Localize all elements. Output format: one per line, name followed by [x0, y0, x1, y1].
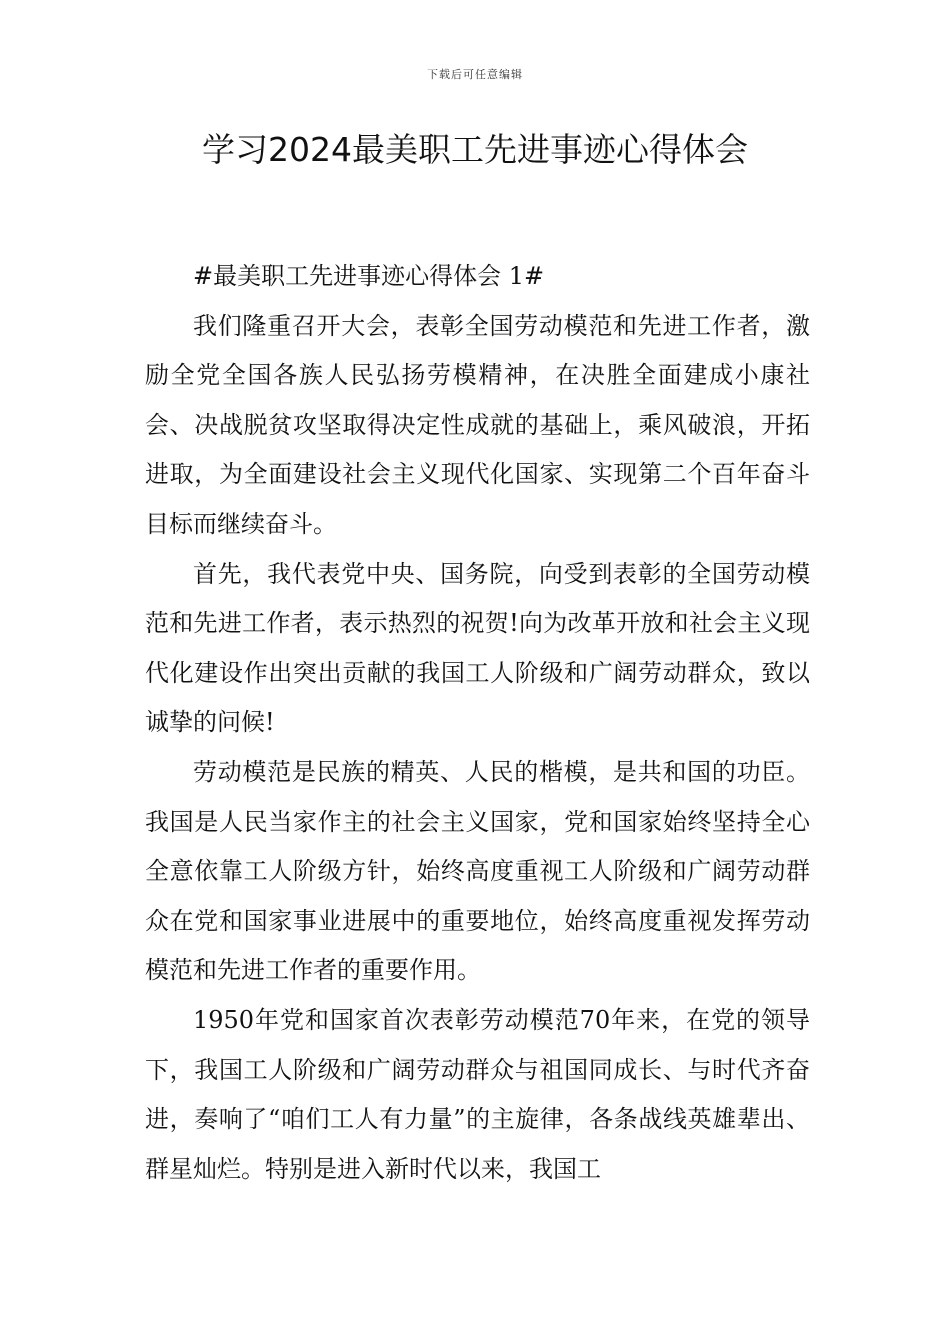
paragraph-2: 首先，我代表党中央、国务院，向受到表彰的全国劳动模范和先进工作者，表示热烈的祝贺!向为改革开放和社会主义现代化建设作出突出贡献的我国工人阶级和广阔劳动群众，致以诚挚的问候! — [145, 559, 810, 737]
paragraph-4: 1950年党和国家首次表彰劳动模范70年来，在党的领导下，我国工人阶级和广阔劳动群众与祖国同成长、与时代齐奋进，奏响了“咱们工人有力量”的主旋律，各条战线英雄辈出、群星灿烂。特别是进入新时代以来，我国工 — [145, 1005, 810, 1183]
paragraph-1: 我们隆重召开大会，表彰全国劳动模范和先进工作者，激励全党全国各族人民弘扬劳模精神，在决胜全面建成小康社会、决战脱贫攻坚取得决定性成就的基础上，乘风破浪，开拓进取，为全面建设社会主义现代化国家、实现第二个百年奋斗目标而继续奋斗。 — [145, 311, 810, 538]
document-title: 学习2024最美职工先进事迹心得体会 — [202, 130, 748, 169]
section-heading: #最美职工先进事迹心得体会 1# — [193, 262, 545, 290]
header-note: 下载后可任意编辑 — [427, 68, 523, 81]
document-body — [145, 252, 810, 1194]
paragraph-3: 劳动模范是民族的精英、人民的楷模，是共和国的功臣。我国是人民当家作主的社会主义国家，党和国家始终坚持全心全意依靠工人阶级方针，始终高度重视工人阶级和广阔劳动群众在党和国家事业进展中的重要地位，始终高度重视发挥劳动模范和先进工作者的重要作用。 — [145, 757, 810, 985]
